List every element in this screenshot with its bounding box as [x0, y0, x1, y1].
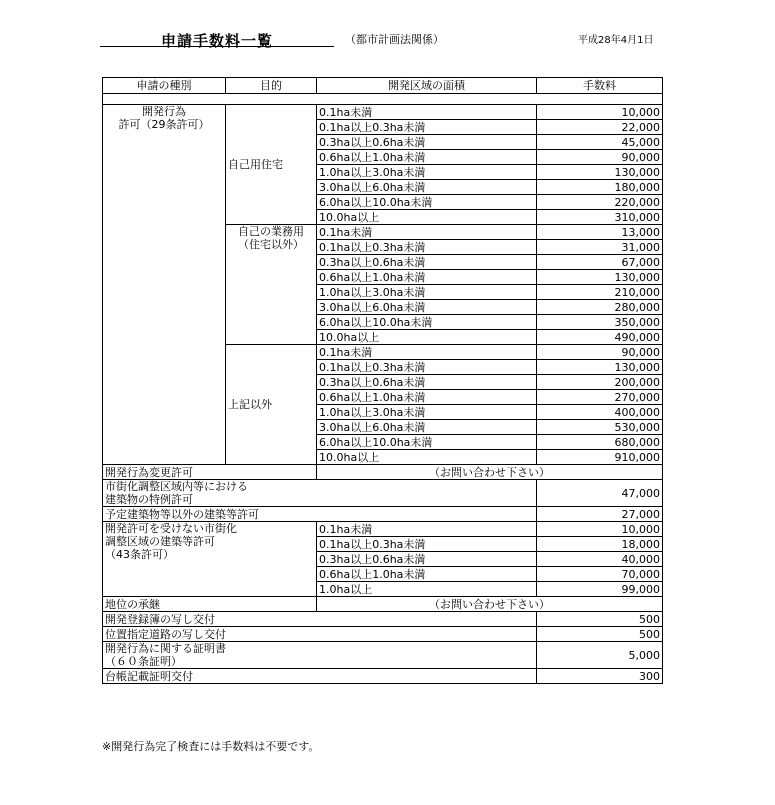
- application-type-shoumei-line1: 開発行為に関する証明書: [105, 642, 226, 655]
- fee-cell: 500: [537, 627, 663, 642]
- application-type-kaihatsu-line2: 許可（29条許可）: [118, 118, 210, 131]
- column-header-fee: 手数料: [537, 78, 663, 94]
- purpose-line1: 自己用住宅: [228, 158, 283, 171]
- area-cell: 1.0ha以上3.0ha未満: [317, 165, 537, 180]
- application-type-shoukei: 地位の承継: [103, 597, 317, 612]
- area-cell: 6.0ha以上10.0ha未満: [317, 435, 537, 450]
- area-cell: 6.0ha以上10.0ha未満: [317, 315, 537, 330]
- area-cell: 0.6ha以上1.0ha未満: [317, 270, 537, 285]
- purpose-cell: [226, 345, 317, 465]
- fee-cell: 67,000: [537, 255, 663, 270]
- column-header-type: 申請の種別: [103, 78, 226, 94]
- table-row: [103, 642, 663, 669]
- page-title: 申請手数料一覧: [160, 32, 273, 50]
- application-type-kaihatsu-line1: 開発行為: [142, 105, 186, 118]
- fee-table: [102, 77, 663, 684]
- footnote: ※開発行為完了検査には手数料は不要です。: [102, 740, 320, 753]
- application-type-43-line3: （43条許可）: [105, 548, 174, 561]
- application-type-tokurei: [103, 480, 537, 507]
- fee-cell: 400,000: [537, 405, 663, 420]
- area-cell: 0.1ha未満: [317, 225, 537, 240]
- area-cell: 10.0ha以上: [317, 330, 537, 345]
- table-row: [103, 105, 663, 120]
- purpose-cell: [226, 105, 317, 225]
- page-subtitle: （都市計画法関係）: [345, 33, 444, 46]
- area-cell: 0.1ha以上0.3ha未満: [317, 360, 537, 375]
- area-cell: 0.3ha以上0.6ha未満: [317, 255, 537, 270]
- fee-cell: 22,000: [537, 120, 663, 135]
- area-cell: 3.0ha以上6.0ha未満: [317, 180, 537, 195]
- fee-cell: 27,000: [537, 507, 663, 522]
- fee-inquiry: （お問い合わせ下さい）: [317, 465, 663, 480]
- column-header-purpose: 目的: [226, 78, 317, 94]
- table-row: [103, 597, 663, 612]
- fee-cell: 70,000: [537, 567, 663, 582]
- purpose-line1: 上記以外: [228, 398, 272, 411]
- fee-inquiry: （お問い合わせ下さい）: [317, 597, 663, 612]
- area-cell: 0.3ha以上0.6ha未満: [317, 135, 537, 150]
- fee-cell: 130,000: [537, 270, 663, 285]
- area-cell: 1.0ha以上: [317, 582, 537, 597]
- fee-cell: 10,000: [537, 105, 663, 120]
- fee-cell: 47,000: [537, 480, 663, 507]
- fee-cell: 5,000: [537, 642, 663, 669]
- application-type-43: [103, 522, 317, 597]
- application-type-shoumei-line2: （６０条証明）: [105, 655, 182, 668]
- fee-cell: 490,000: [537, 330, 663, 345]
- fee-cell: 40,000: [537, 552, 663, 567]
- fee-cell: 45,000: [537, 135, 663, 150]
- table-row: [103, 627, 663, 642]
- area-cell: 0.1ha未満: [317, 345, 537, 360]
- fee-cell: 200,000: [537, 375, 663, 390]
- fee-cell: 130,000: [537, 165, 663, 180]
- application-type-shoumei: [103, 642, 537, 669]
- application-type-douro: 位置指定道路の写し交付: [103, 627, 537, 642]
- fee-cell: 350,000: [537, 315, 663, 330]
- area-cell: 1.0ha以上3.0ha未満: [317, 405, 537, 420]
- title-underline: [100, 46, 334, 47]
- fee-cell: 910,000: [537, 450, 663, 465]
- table-row: [103, 669, 663, 684]
- fee-cell: 210,000: [537, 285, 663, 300]
- table-header-row: [103, 78, 663, 94]
- area-cell: 6.0ha以上10.0ha未満: [317, 195, 537, 210]
- fee-cell: 90,000: [537, 150, 663, 165]
- spacer-row: [103, 94, 663, 105]
- area-cell: 0.6ha以上1.0ha未満: [317, 567, 537, 582]
- fee-cell: 13,000: [537, 225, 663, 240]
- fee-cell: 99,000: [537, 582, 663, 597]
- application-type-43-line2: 調整区域の建築等許可: [105, 535, 215, 548]
- area-cell: 0.1ha以上0.3ha未満: [317, 120, 537, 135]
- fee-cell: 18,000: [537, 537, 663, 552]
- application-type-yotei: 予定建築物等以外の建築等許可: [103, 507, 537, 522]
- application-type-tokurei-line2: 建築物の特例許可: [105, 493, 193, 506]
- table-row: [103, 480, 663, 507]
- area-cell: 0.3ha以上0.6ha未満: [317, 552, 537, 567]
- application-type-43-line1: 開発許可を受けない市街化: [105, 522, 237, 535]
- issue-date: 平成28年4月1日: [578, 35, 654, 46]
- fee-cell: 180,000: [537, 180, 663, 195]
- application-type-toroku: 開発登録簿の写し交付: [103, 612, 537, 627]
- area-cell: 3.0ha以上6.0ha未満: [317, 300, 537, 315]
- application-type-daichou: 台帳記載証明交付: [103, 669, 537, 684]
- fee-cell: 130,000: [537, 360, 663, 375]
- application-type-henkou: 開発行為変更許可: [103, 465, 317, 480]
- table-row: [103, 507, 663, 522]
- area-cell: 3.0ha以上6.0ha未満: [317, 420, 537, 435]
- fee-cell: 90,000: [537, 345, 663, 360]
- column-header-area: 開発区域の面積: [317, 78, 537, 94]
- area-cell: 10.0ha以上: [317, 450, 537, 465]
- purpose-cell: [226, 225, 317, 345]
- application-type-kaihatsu: [103, 105, 226, 465]
- fee-cell: 310,000: [537, 210, 663, 225]
- fee-cell: 10,000: [537, 522, 663, 537]
- fee-cell: 500: [537, 612, 663, 627]
- purpose-line1: 自己の業務用: [238, 225, 304, 238]
- application-type-tokurei-line1: 市街化調整区域内等における: [105, 480, 248, 493]
- table-row: [103, 465, 663, 480]
- purpose-line2: （住宅以外）: [238, 238, 304, 251]
- area-cell: 10.0ha以上: [317, 210, 537, 225]
- table-row: [103, 612, 663, 627]
- area-cell: 0.6ha以上1.0ha未満: [317, 150, 537, 165]
- area-cell: 0.1ha未満: [317, 105, 537, 120]
- area-cell: 0.1ha未満: [317, 522, 537, 537]
- fee-cell: 680,000: [537, 435, 663, 450]
- fee-cell: 270,000: [537, 390, 663, 405]
- fee-cell: 31,000: [537, 240, 663, 255]
- fee-cell: 280,000: [537, 300, 663, 315]
- fee-cell: 300: [537, 669, 663, 684]
- area-cell: 0.3ha以上0.6ha未満: [317, 375, 537, 390]
- table-row: [103, 522, 663, 537]
- area-cell: 0.6ha以上1.0ha未満: [317, 390, 537, 405]
- area-cell: 0.1ha以上0.3ha未満: [317, 537, 537, 552]
- area-cell: 0.1ha以上0.3ha未満: [317, 240, 537, 255]
- fee-cell: 530,000: [537, 420, 663, 435]
- area-cell: 1.0ha以上3.0ha未満: [317, 285, 537, 300]
- fee-cell: 220,000: [537, 195, 663, 210]
